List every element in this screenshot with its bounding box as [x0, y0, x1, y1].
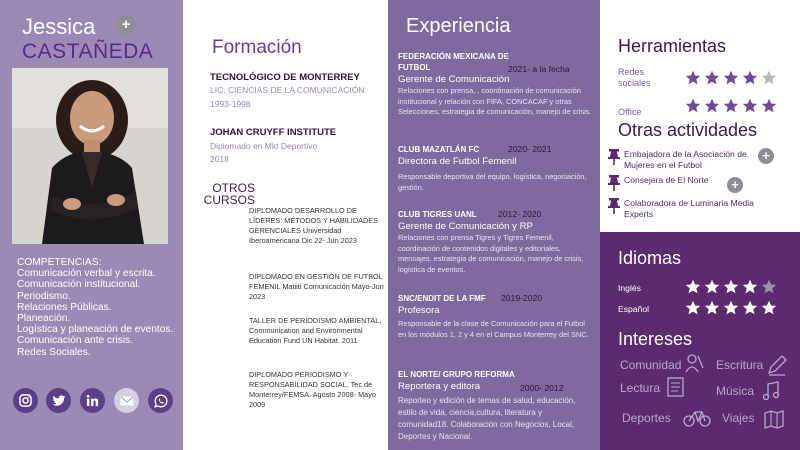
star-filled-icon [723, 279, 739, 295]
star-filled-icon [723, 300, 739, 316]
star-filled-icon [704, 98, 720, 114]
experience-role: Gerente de Comunicación [398, 74, 510, 85]
tool-rating [685, 98, 777, 114]
experience-entry [398, 51, 594, 118]
language-label: Inglés [618, 283, 641, 293]
competency-item: Logística y planeación de eventos. [17, 324, 174, 336]
otros-cursos-heading-line1: OTROS [212, 181, 255, 195]
activity-text-line: Experts [624, 209, 654, 219]
star-filled-icon [761, 300, 777, 316]
map-icon [763, 408, 785, 430]
course-item: DIPLOMADO DESARROLLO DE LÍDERES: MÉTODOS Y HABILIDADES GERENCIALES Universidad Iberoamericana Dic 22- Jun 2023 [249, 206, 378, 245]
star-empty-icon [761, 70, 777, 86]
experience-dates: 2000- 2012 [520, 383, 564, 393]
first-name: Jessica [22, 14, 96, 39]
star-filled-icon [742, 70, 758, 86]
otros-cursos-heading [193, 182, 255, 206]
skills-panel [600, 0, 800, 232]
twitter-button[interactable] [46, 388, 71, 413]
interest-label: Música [716, 384, 755, 398]
whatsapp-button[interactable] [148, 388, 173, 413]
activity-text [624, 149, 747, 171]
star-filled-icon [704, 70, 720, 86]
experience-description: Responsable deportiva del equipo, logística, negociación, gestión. [398, 172, 587, 192]
instagram-icon [19, 394, 32, 407]
star-filled-icon [685, 279, 701, 295]
education-panel [183, 0, 388, 450]
competencies-list [17, 257, 182, 358]
experience-organization: CLUB MAZATLÁN FC [398, 145, 480, 154]
star-empty-icon [761, 279, 777, 295]
school-name: JOHAN CRUYFF INSTITUTE [210, 127, 337, 138]
star-filled-icon [685, 98, 701, 114]
course-item: TALLER DE PERIODISMO AMBIENTAL, Communication and Environmental Education Fund UN Habitat. 2011 [249, 316, 382, 345]
herramientas-heading: Herramientas [618, 36, 727, 56]
activity-text [624, 198, 754, 220]
otras-actividades-heading: Otras actividades [618, 120, 758, 140]
language-label: Español [618, 304, 650, 314]
competency-item: Periodismo. [17, 290, 71, 302]
competency-item: Redes Sociales. [17, 346, 91, 358]
expand-activity-button[interactable]: + [758, 148, 774, 164]
experience-description: Responsable de la clase de Comunicación para el Futbol en los módulos 1, 2 y 4 en el Campus Monterrey del SNC. [398, 319, 589, 339]
pen-icon [766, 354, 788, 376]
profile-panel [0, 0, 183, 450]
study-years: 1993-1998 [210, 99, 251, 109]
intereses-heading: Intereses [618, 329, 693, 349]
experience-dates: 2020- 2021 [508, 144, 552, 154]
competency-item: Comunicación ante crisis. [17, 335, 134, 347]
pushpin-icon [608, 175, 620, 191]
experience-panel [388, 0, 600, 450]
experience-organization: SNC/ENDIT DE LA FMF [398, 294, 486, 303]
star-filled-icon [723, 98, 739, 114]
interest-label: Lectura [620, 381, 661, 395]
activity-text-line: Embajadora de la Asociación de [624, 149, 747, 159]
experience-dates: 2021- a la fecha [508, 64, 570, 74]
activity-text-line: Colaboradora de Luminaria Media [624, 198, 754, 208]
email-button[interactable] [114, 388, 139, 413]
experience-organization: EL NORTE/ GRUPO REFORMA [398, 370, 515, 379]
interest-label: Deportes [622, 411, 671, 425]
degree-name: Diplomado en Mkt Deportivo [210, 141, 318, 151]
formacion-heading: Formación [212, 37, 302, 58]
activity-item [608, 198, 768, 220]
experience-entry [398, 369, 594, 443]
experience-description: Reporteo y edición de temas de salud, educación, estilo de vida, ciencia,cultura, literatura y comunidad18. Colaboración con Negocios, Local, Deportes y Nacional. [398, 396, 576, 441]
music-icon [760, 380, 782, 402]
pushpin-icon [608, 198, 620, 214]
course-item: DIPLOMADO PERIODISMO Y RESPONSABILIDAD SOCIAL, Tec de Monterrey/FEMSA. Agosto 2008- Mayo 2009 [249, 370, 376, 409]
interest-label: Escritura [716, 358, 764, 372]
experience-description: Relaciones con prensa Tigres y Tigres Femenil, coordinación de contenidos digitales y editoriales, mensajes, estrategia de comunicación, manejo de crisis, logística de eventos. [398, 233, 584, 274]
activity-item [608, 149, 768, 171]
experience-role: Gerente de Comunicación y RP [398, 221, 533, 232]
expand-activity-button[interactable]: + [727, 177, 743, 193]
star-filled-icon [704, 279, 720, 295]
activity-text: Consejera de El Norte [624, 175, 709, 185]
otros-cursos-heading-line2: CURSOS [203, 193, 255, 207]
language-rating [685, 279, 777, 295]
star-filled-icon [742, 300, 758, 316]
star-filled-icon [761, 98, 777, 114]
star-filled-icon [685, 300, 701, 316]
idiomas-heading: Idiomas [618, 248, 682, 268]
experience-dates: 2012- 2020 [498, 209, 542, 219]
tool-label-line: sociales [618, 78, 651, 88]
competency-item: Relaciones Públicas. [17, 301, 112, 313]
school-name: TECNOLÓGICO DE MONTERREY [210, 72, 360, 83]
experience-entry [398, 144, 594, 193]
activity-text-line: Mujeres en el Futbol [624, 160, 702, 170]
competency-item: Planeación. [17, 313, 71, 325]
star-filled-icon [685, 70, 701, 86]
interest-label: Viajes [722, 411, 755, 425]
profile-photo-illustration [12, 68, 168, 244]
experience-organization: CLUB TIGRES UANL [398, 210, 477, 219]
star-filled-icon [742, 98, 758, 114]
competencies-title: COMPETENCIAS: [17, 257, 102, 268]
social-links [13, 388, 178, 414]
interest-label: Comunidad [620, 358, 682, 372]
book-icon [665, 376, 687, 398]
experience-entry [398, 293, 594, 340]
tool-label-line: Redes [618, 67, 645, 77]
whatsapp-icon [154, 394, 168, 408]
star-filled-icon [742, 279, 758, 295]
profile-photo [12, 68, 168, 244]
tool-rating [685, 70, 777, 86]
course-item: DIPLOMADO EN GESTIÓN DE FUTBOL FEMENIL Matiiti Comunicación Mayo-Jun 2023 [249, 272, 384, 301]
email-icon [120, 396, 134, 406]
experience-organization: FEDERACIÓN MEXICANA DE FUTBOL [398, 52, 509, 72]
language-rating [685, 300, 777, 316]
experience-entry [398, 209, 594, 275]
experience-role: Directora de Futbol Femenil [398, 156, 517, 167]
expand-profile-button[interactable]: + [116, 15, 136, 35]
instagram-button[interactable] [13, 388, 38, 413]
twitter-icon [52, 395, 66, 407]
activity-item [608, 175, 768, 191]
linkedin-icon [86, 394, 99, 407]
experience-role: Profesora [398, 305, 440, 316]
community-icon [684, 352, 706, 374]
tool-label [618, 67, 651, 89]
tool-label: Office [618, 107, 642, 117]
study-years: 2018 [210, 154, 229, 164]
star-filled-icon [723, 70, 739, 86]
degree-name: LIC. CIENCIAS DE LA COMUNICACIÓN [210, 85, 365, 95]
pushpin-icon [608, 149, 620, 165]
star-filled-icon [704, 300, 720, 316]
linkedin-button[interactable] [80, 388, 105, 413]
experiencia-heading: Experiencia [406, 15, 511, 37]
languages-interests-panel [600, 232, 800, 450]
experience-dates: 2019-2020 [501, 293, 543, 303]
bicycle-icon [682, 406, 712, 428]
last-name: CASTAÑEDA [22, 40, 154, 63]
experience-description: Relaciones con prensa, , coordinación de comunicación institucional y relación con FIFA, CONCACAF y otras Selecciones, estrategia de comunicación, manejo de crisis. [398, 86, 592, 117]
competency-item: Comunicación verbal y escrita. [17, 268, 156, 280]
competency-item: Comunicación institucional. [17, 279, 141, 291]
experience-role: Reportera y editora [398, 381, 481, 392]
